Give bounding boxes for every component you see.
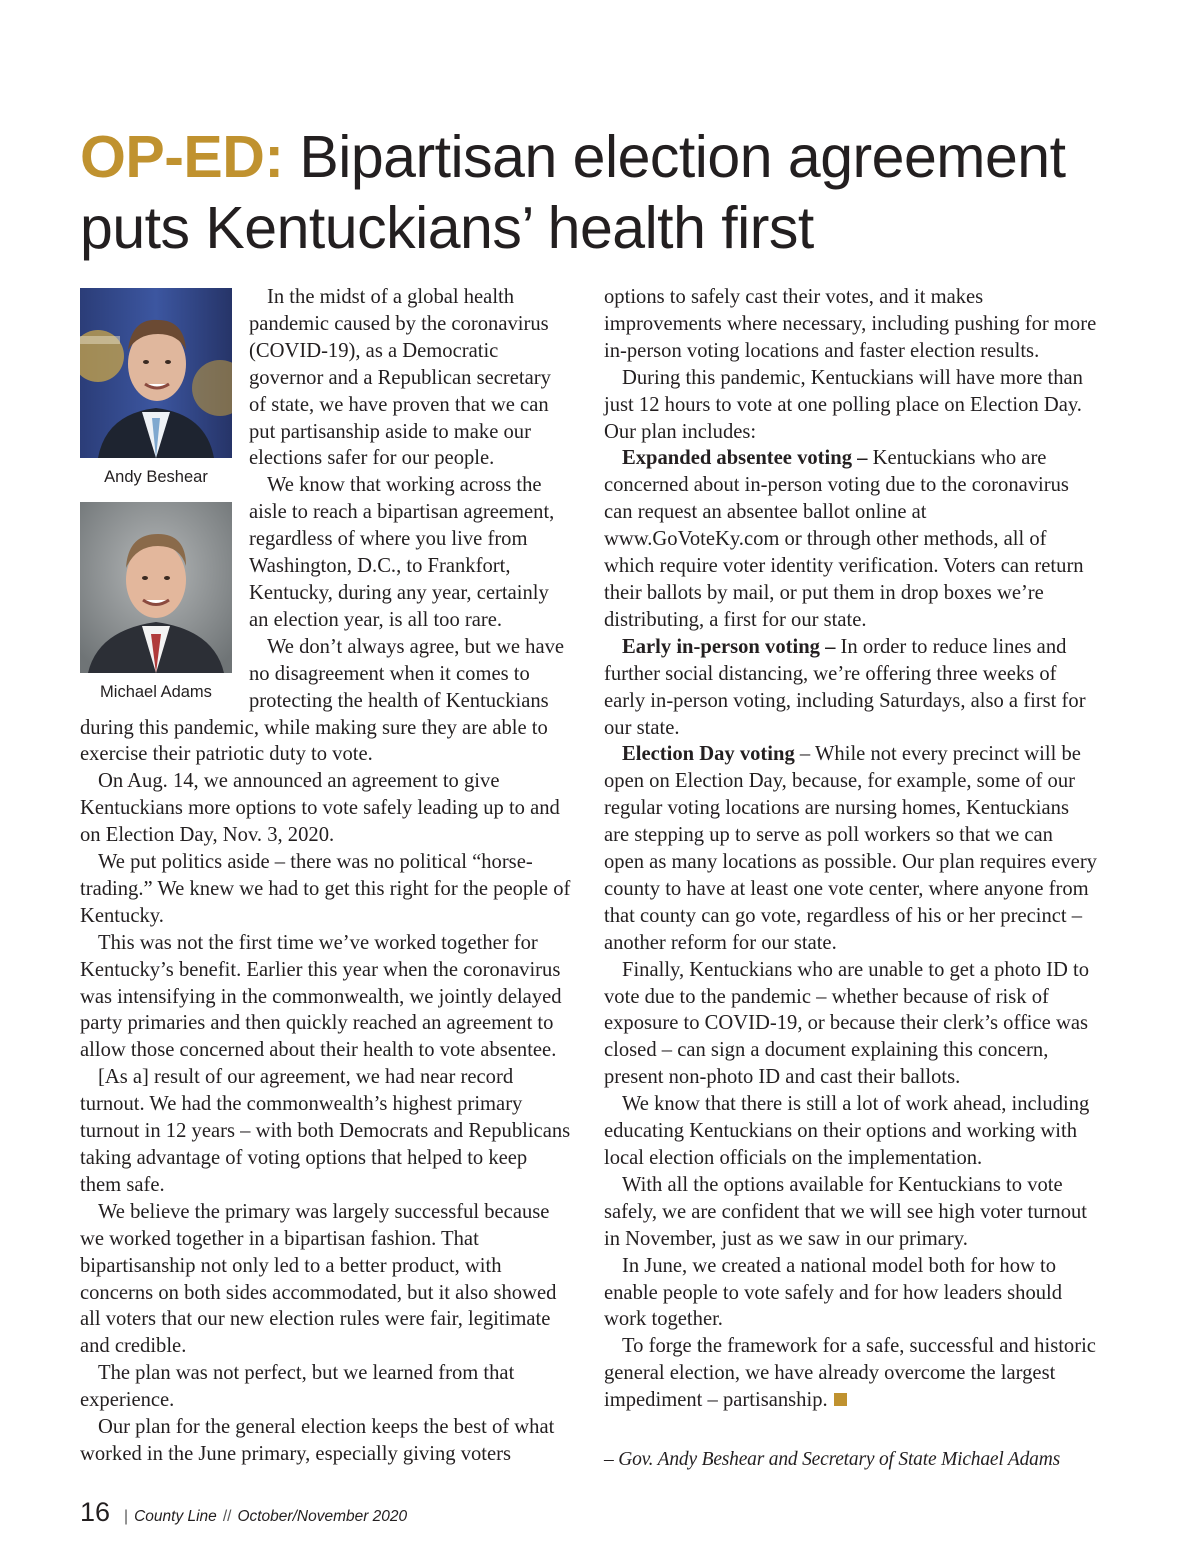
page-footer [80, 1497, 407, 1528]
paragraph-text: – While not every precinct will be open on Election Day, because, for example, some of our regular voting locations are nursing homes, Kentuckians are stepping up to serve as poll workers so that we can open as many locations as possible. Our plan requires every county to have at least one vote center, where anyone from that county can go vote, regardless of his or her precinct – another reform for our state. [604, 743, 1097, 954]
paragraph-lead: Election Day voting [622, 743, 795, 766]
headline-kicker: OP-ED: [80, 124, 284, 190]
paragraph: We know that there is still a lot of work ahead, including educating Kentuckians on their options and working with local election officials on the implementation. [604, 1093, 1090, 1169]
paragraph [604, 445, 1098, 633]
paragraph-lead: Early in-person voting – [622, 635, 836, 658]
issue-date: October/November 2020 [237, 1508, 408, 1525]
paragraph [604, 634, 1098, 742]
paragraph [604, 1333, 1098, 1414]
article-column-2 [604, 284, 1098, 1474]
photo-michael-adams [80, 502, 232, 673]
paragraph: The plan was not perfect, but we learned from that experience. [80, 1362, 515, 1412]
paragraph-text: Kentuckians who are concerned about in-person voting due to the coronavirus can request an absentee ballot online at www.GoVoteKy.com or through other methods, all of which require voter identity verification. Voters can return their ballots by mail, or put them in drop boxes we’re distributing, a first for our state. [604, 447, 1084, 631]
photo-block [80, 288, 234, 701]
paragraph: Finally, Kentuckians who are unable to get a photo ID to vote due to the pandemic – whether because of risk of exposure to COVID-19, or because their clerk’s office was closed – can sign a document explaining this concern, present non-photo ID and cast their ballots. [604, 958, 1090, 1089]
paragraph: options to safely cast their votes, and it makes improvements where necessary, including pushing for more in-person voting locations and faster election results. [604, 286, 1097, 362]
footer-meta [118, 1508, 407, 1526]
paragraph: Our plan for the general election keeps the best of what worked in the June primary, especially giving voters [80, 1416, 555, 1465]
paragraph: This was not the first time we’ve worked together for Kentucky’s benefit. Earlier this year when the coronavirus was intensifying in the commonwealth, we jointly delayed party primaries and then quickly reached an agreement to allow those concerned about their health to vote absentee. [80, 931, 562, 1062]
paragraph: We don’t always agree, but we have no disagreement when it comes to protecting the health of Kentuckians during this pandemic, while making sure they are able to exercise their patriotic duty to vote. [80, 635, 565, 766]
paragraph: [As a] result of our agreement, we had near record turnout. We had the commonwealth’s highest primary turnout in 12 years – with both Democrats and Republicans taking advantage of voting options that helped to keep them safe. [80, 1066, 571, 1196]
page-number: 16 [80, 1497, 111, 1527]
photo-caption: Andy Beshear [104, 468, 208, 486]
headline [80, 122, 1140, 264]
headline-title: Bipartisan election agreement puts Kentuckians’ health first [80, 124, 1066, 261]
photo-andy-beshear [80, 288, 232, 458]
end-square-icon [834, 1393, 847, 1406]
paragraph: We know that working across the aisle to reach a bipartisan agreement, regardless of where you live from Washington, D.C., to Frankfort, Kentucky, during any year, certainly an election year, is all too rare. [249, 474, 555, 631]
paragraph: We believe the primary was largely successful because we worked together in a bipartisan fashion. That bipartisanship not only led to a better product, with concerns on both sides accommodated, but it also showed all voters that our new election rules were fair, legitimate and credible. [80, 1200, 557, 1358]
paragraph: On Aug. 14, we announced an agreement to give Kentuckians more options to vote safely leading up to and on Election Day, Nov. 3, 2020. [80, 770, 560, 847]
footer-separator: | [124, 1508, 129, 1525]
photo-caption: Michael Adams [100, 683, 212, 701]
paragraph-lead: Expanded absentee voting – [622, 447, 868, 470]
paragraph: In the midst of a global health pandemic caused by the coronavirus (COVID-19), as a Democratic governor and a Republican secretary of state, we have proven that we can put partisanship aside to make our elections safer for our people. [249, 286, 551, 470]
footer-divider: // [222, 1508, 232, 1525]
publication-name: County Line [134, 1508, 217, 1525]
byline: – Gov. Andy Beshear and Secretary of State Michael Adams [604, 1449, 1060, 1471]
article-column-1 [80, 284, 572, 1468]
paragraph: In June, we created a national model both for how to enable people to vote safely and for how leaders should work together. [604, 1254, 1063, 1331]
paragraph: During this pandemic, Kentuckians will have more than just 12 hours to vote at one polling place on Election Day. Our plan includes: [604, 366, 1083, 443]
paragraph [604, 741, 1098, 956]
paragraph-text: In order to reduce lines and further social distancing, we’re offering three weeks of early in-person voting, including Saturdays, also a first for our state. [604, 635, 1086, 739]
paragraph: With all the options available for Kentuckians to vote safely, we are confident that we will see high voter turnout in November, just as we saw in our primary. [604, 1173, 1088, 1250]
paragraph-text: To forge the framework for a safe, successful and historic general election, we have already overcome the largest impediment – partisanship. [604, 1335, 1096, 1412]
paragraph: We put politics aside – there was no political “horse-trading.” We knew we had to get this right for the people of Kentucky. [80, 851, 571, 927]
